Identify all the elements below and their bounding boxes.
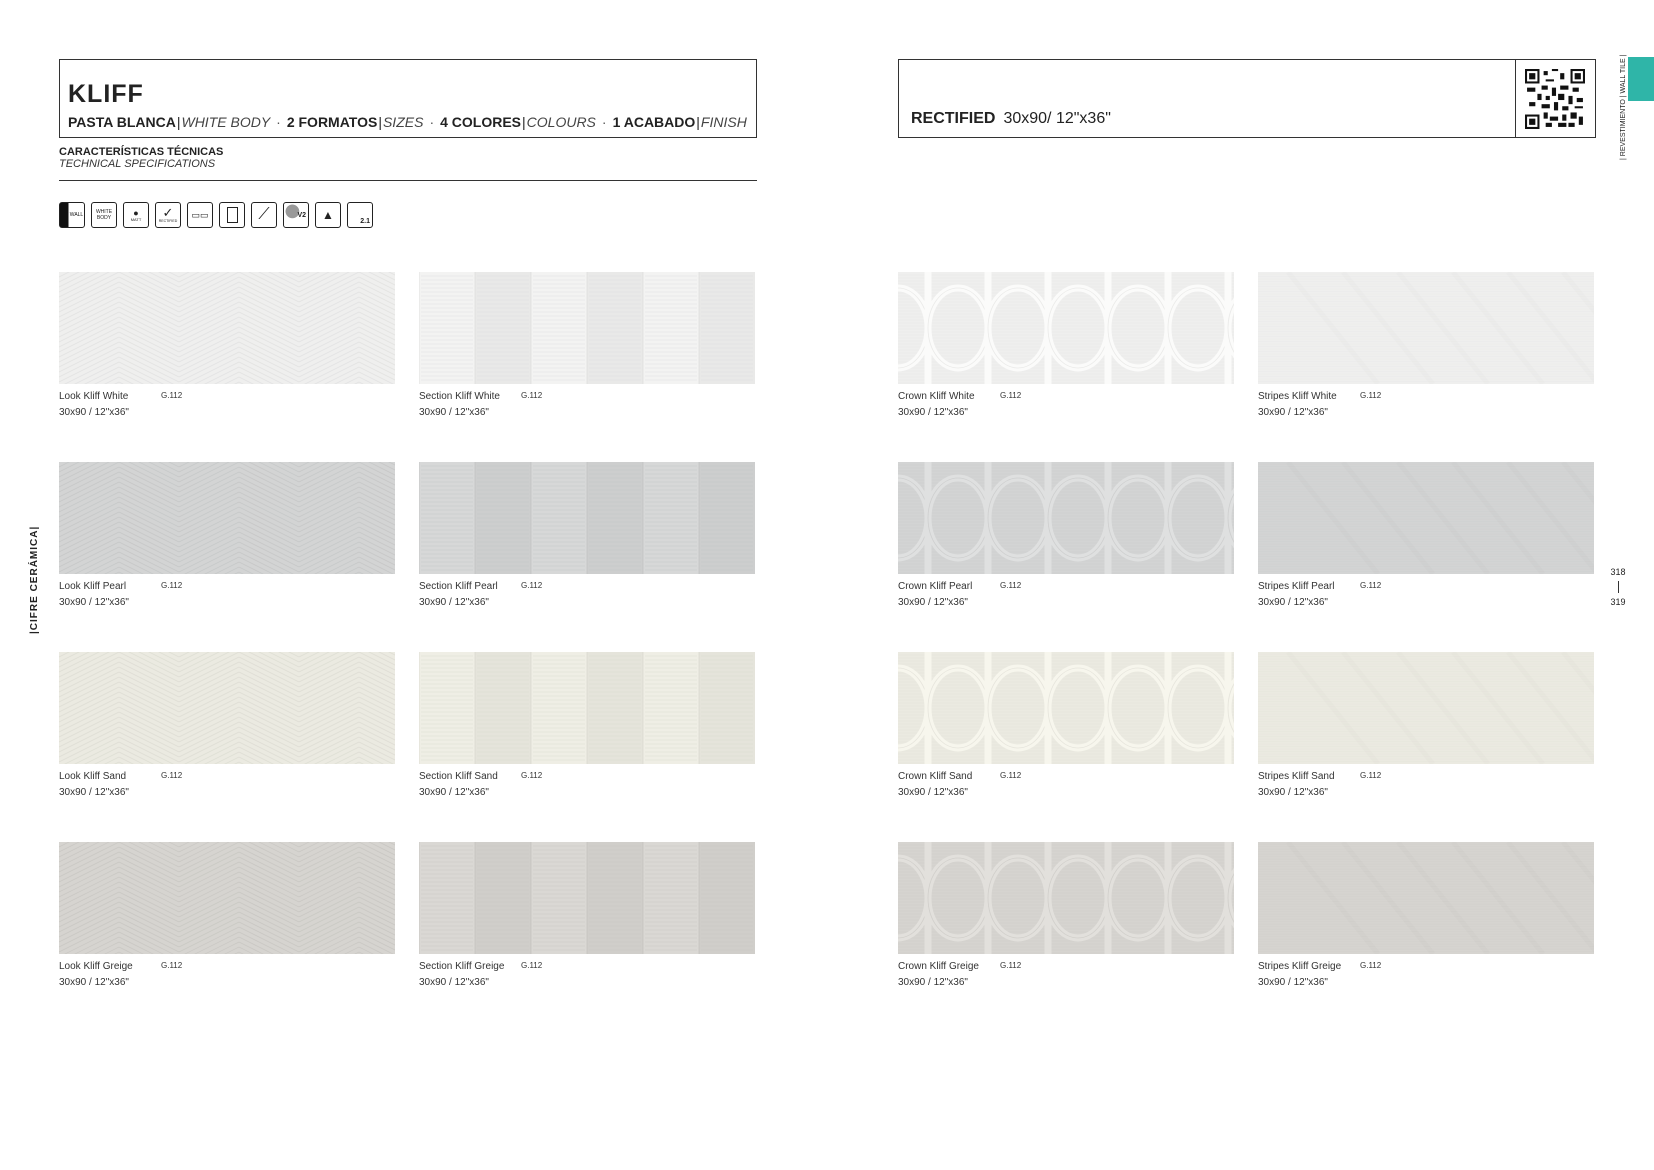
collection-title: KLIFF	[68, 80, 144, 108]
tile-size: 30x90 / 12"x36"	[1258, 407, 1328, 418]
rectified-icon: ✓ RECTIFIED	[155, 202, 181, 228]
tile-swatch[interactable]	[898, 272, 1234, 384]
tile-size: 30x90 / 12"x36"	[59, 787, 129, 798]
tile-name: Crown Kliff Sand	[898, 771, 973, 782]
format-label	[911, 110, 1111, 128]
tile-name: Stripes Kliff White	[1258, 391, 1337, 402]
tile-name: Look Kliff Greige	[59, 961, 133, 972]
tile-size: 30x90 / 12"x36"	[1258, 787, 1328, 798]
tile-swatch[interactable]	[1258, 462, 1594, 574]
tile-swatch[interactable]	[898, 462, 1234, 574]
specs-divider	[59, 180, 757, 181]
tile-name: Stripes Kliff Sand	[1258, 771, 1335, 782]
colours-es: 4 COLORES	[440, 114, 522, 130]
tile-size: 30x90 / 12"x36"	[59, 597, 129, 608]
tile-size: 30x90 / 12"x36"	[898, 407, 968, 418]
section-tile-pattern	[419, 842, 755, 954]
brand-side-label: |CIFRE CERÁMICA|	[29, 525, 40, 634]
look-tile-pattern	[59, 652, 395, 764]
tile-name: Section Kliff Pearl	[419, 581, 498, 592]
tile-code: G.112	[521, 581, 543, 590]
section-tile-pattern	[419, 462, 755, 574]
tile-swatch[interactable]	[1258, 272, 1594, 384]
tile-name: Section Kliff Greige	[419, 961, 505, 972]
collection-header	[59, 59, 757, 138]
tile-size: 30x90 / 12"x36"	[898, 977, 968, 988]
pieces-icon: 2.1	[347, 202, 373, 228]
tile-code: G.112	[1360, 581, 1382, 590]
section-side-label: | REVESTIMIENTO | WALL TILE |	[1620, 54, 1627, 160]
tile-size: 30x90 / 12"x36"	[419, 787, 489, 798]
finish-es: 1 ACABADO	[612, 114, 696, 130]
tile-code: G.112	[1360, 961, 1382, 970]
tile-name: Crown Kliff Pearl	[898, 581, 973, 592]
tile-code: G.112	[161, 391, 183, 400]
tile-swatch[interactable]	[1258, 652, 1594, 764]
door-icon	[219, 202, 245, 228]
look-tile-pattern	[59, 842, 395, 954]
finish-en: FINISH	[700, 114, 747, 130]
tile-swatch[interactable]	[1258, 842, 1594, 954]
stripes-tile-pattern	[1258, 842, 1594, 954]
tile-code: G.112	[521, 961, 543, 970]
section-tile-pattern	[419, 272, 755, 384]
tile-size: 30x90 / 12"x36"	[59, 407, 129, 418]
wall-icon: WALL	[59, 202, 85, 228]
sizes-es: 2 FORMATOS	[286, 114, 378, 130]
page-number-right: 319	[1610, 597, 1626, 607]
tile-name: Look Kliff White	[59, 391, 129, 402]
qr-code-cell	[1515, 60, 1595, 138]
specs-title: CARACTERÍSTICAS TÉCNICAS	[59, 146, 224, 158]
cut-icon: ⟋	[251, 202, 277, 228]
tile-code: G.112	[521, 391, 543, 400]
stripes-tile-pattern	[1258, 462, 1594, 574]
tile-name: Section Kliff Sand	[419, 771, 498, 782]
tile-code: G.112	[161, 581, 183, 590]
page-numbers	[1610, 565, 1626, 609]
look-tile-pattern	[59, 272, 395, 384]
tile-code: G.112	[161, 961, 183, 970]
tile-swatch[interactable]	[898, 652, 1234, 764]
tile-swatch[interactable]	[59, 462, 395, 574]
crown-tile-pattern	[898, 272, 1234, 384]
collection-summary: PASTA BLANCA|WHITE BODY · 2 FORMATOS|SIZES · 4 COLORES|COLOURS · 1 ACABADO|FINISH	[68, 114, 747, 130]
stripes-tile-pattern	[1258, 272, 1594, 384]
tile-swatch[interactable]	[59, 652, 395, 764]
tile-code: G.112	[1360, 771, 1382, 780]
tile-swatch[interactable]	[898, 842, 1234, 954]
tile-size: 30x90 / 12"x36"	[898, 597, 968, 608]
page-number-divider	[1618, 581, 1619, 593]
tile-size: 30x90 / 12"x36"	[419, 597, 489, 608]
tile-swatch[interactable]	[419, 272, 755, 384]
tile-size: 30x90 / 12"x36"	[1258, 977, 1328, 988]
crown-tile-pattern	[898, 462, 1234, 574]
body-type-es: PASTA BLANCA	[68, 114, 176, 130]
section-tile-pattern	[419, 652, 755, 764]
sizes-en: SIZES	[382, 114, 424, 130]
matt-icon: ● MATT	[123, 202, 149, 228]
tile-size: 30x90 / 12"x36"	[419, 977, 489, 988]
tile-swatch[interactable]	[59, 842, 395, 954]
crown-tile-pattern	[898, 842, 1234, 954]
rectified-label: RECTIFIED	[911, 110, 996, 127]
tile-size: 30x90 / 12"x36"	[59, 977, 129, 988]
tile-swatch[interactable]	[419, 842, 755, 954]
tile-name: Stripes Kliff Pearl	[1258, 581, 1335, 592]
white-body-icon: WHITE BODY	[91, 202, 117, 228]
v2-variation-icon: V2	[283, 202, 309, 228]
body-type-en: WHITE BODY	[181, 114, 271, 130]
tile-name: Section Kliff White	[419, 391, 500, 402]
tile-name: Look Kliff Sand	[59, 771, 127, 782]
stripes-tile-pattern	[1258, 652, 1594, 764]
tile-size: 30x90 / 12"x36"	[1258, 597, 1328, 608]
tile-code: G.112	[161, 771, 183, 780]
tile-code: G.112	[1000, 581, 1022, 590]
tile-code: G.112	[1000, 961, 1022, 970]
drop-icon: ▲	[315, 202, 341, 228]
tile-swatch[interactable]	[59, 272, 395, 384]
format-icon: ▭▭	[187, 202, 213, 228]
look-tile-pattern	[59, 462, 395, 574]
tile-swatch[interactable]	[419, 462, 755, 574]
tile-code: G.112	[1000, 391, 1022, 400]
tile-name: Crown Kliff Greige	[898, 961, 979, 972]
tile-code: G.112	[1000, 771, 1022, 780]
crown-tile-pattern	[898, 652, 1234, 764]
tile-code: G.112	[521, 771, 543, 780]
colours-en: COLOURS	[526, 114, 596, 130]
specs-subtitle: TECHNICAL SPECIFICATIONS	[59, 158, 216, 170]
page-number-left: 318	[1610, 567, 1626, 577]
qr-code-icon[interactable]	[1525, 69, 1585, 129]
tile-code: G.112	[1360, 391, 1382, 400]
format-size: 30x90/ 12"x36"	[1003, 110, 1111, 127]
tile-name: Stripes Kliff Greige	[1258, 961, 1342, 972]
tile-swatch[interactable]	[419, 652, 755, 764]
format-header	[898, 59, 1596, 138]
tile-size: 30x90 / 12"x36"	[419, 407, 489, 418]
tile-size: 30x90 / 12"x36"	[898, 787, 968, 798]
tile-name: Look Kliff Pearl	[59, 581, 127, 592]
tile-name: Crown Kliff White	[898, 391, 975, 402]
